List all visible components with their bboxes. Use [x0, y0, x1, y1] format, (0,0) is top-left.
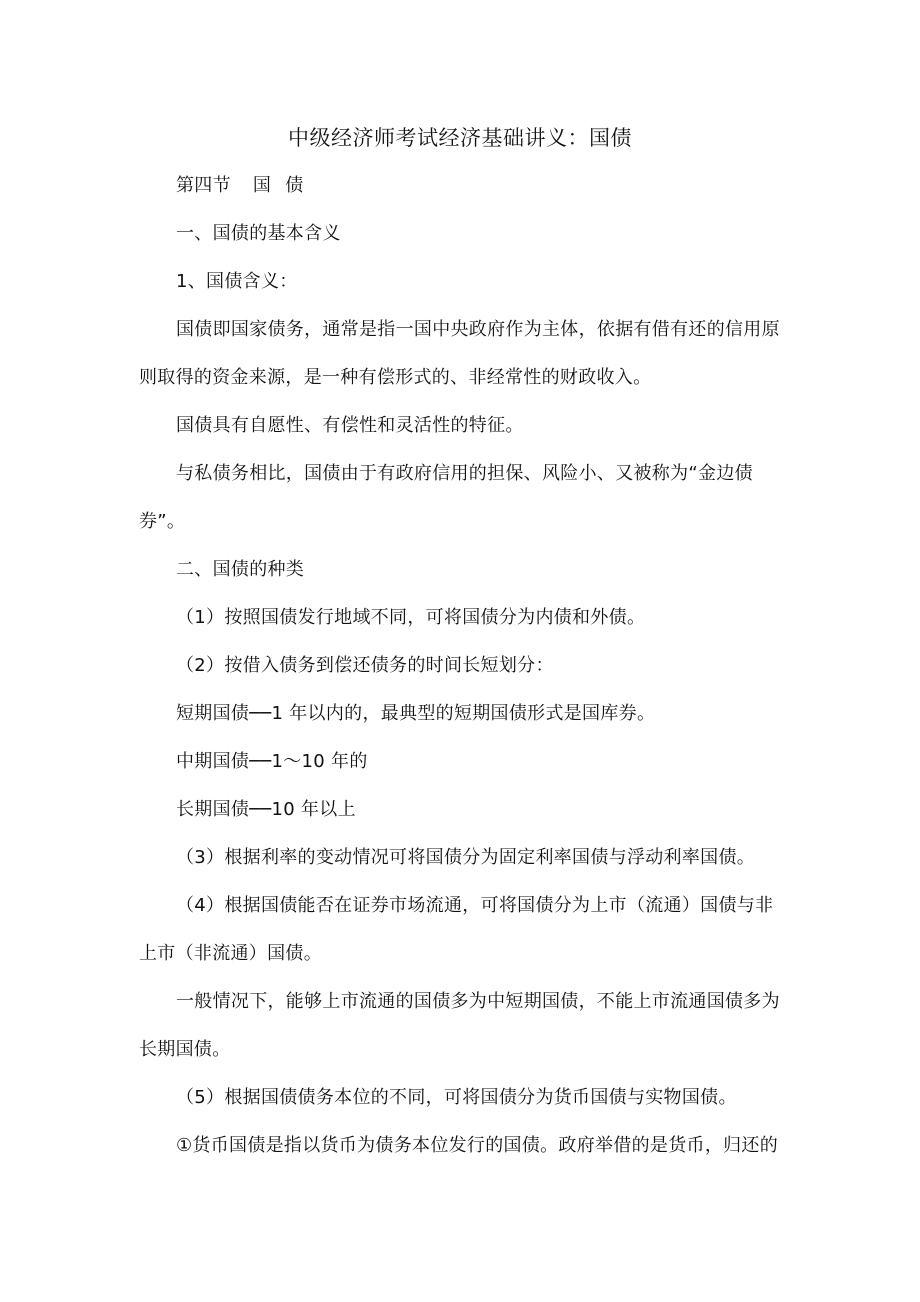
paragraph-line: 一般情况下，能够上市流通的国债多为中短期国债，不能上市流通国债多为: [176, 991, 780, 1012]
section-name-char-2: 债: [285, 175, 304, 196]
paragraph-line: 上市（非流通）国债。: [139, 943, 322, 964]
heading-basic-meaning: 一、国债的基本含义: [176, 223, 341, 244]
section-number: 第四节: [176, 175, 231, 196]
paragraph-line: ①货币国债是指以货币为债务本位发行的国债。政府举借的是货币，归还的: [176, 1135, 779, 1156]
paragraph-line: 券”。: [139, 511, 186, 532]
paragraph-line: 国债即国家债务，通常是指一国中央政府作为主体，依据有借有还的信用原: [176, 319, 780, 340]
section-heading: [176, 172, 304, 200]
list-item: 中期国债──1～10 年的: [176, 751, 368, 772]
paragraph-line: 与私债务相比，国债由于有政府信用的担保、风险小、又被称为“金边债: [176, 463, 753, 484]
list-item: （1）按照国债发行地域不同，可将国债分为内债和外债。: [176, 607, 646, 628]
paragraph-line: 长期国债。: [139, 1039, 231, 1060]
list-item: 短期国债──1 年以内的，最典型的短期国债形式是国库券。: [176, 703, 656, 724]
paragraph-line: 国债具有自愿性、有偿性和灵活性的特征。: [176, 415, 524, 436]
list-item: （3）根据利率的变动情况可将国债分为固定利率国债与浮动利率国债。: [176, 847, 756, 868]
document-title: 中级经济师考试经济基础讲义：国债: [288, 126, 632, 150]
list-item: （4）根据国债能否在证券市场流通，可将国债分为上市（流通）国债与非: [176, 895, 774, 916]
list-item: （5）根据国债债务本位的不同，可将国债分为货币国债与实物国债。: [176, 1087, 737, 1108]
paragraph-line: 则取得的资金来源，是一种有偿形式的、非经常性的财政收入。: [139, 367, 652, 388]
list-item: 长期国债──10 年以上: [176, 799, 356, 820]
list-item: （2）按借入债务到偿还债务的时间长短划分：: [176, 655, 554, 676]
heading-types: 二、国债的种类: [176, 559, 305, 580]
section-name-char-1: 国: [252, 175, 272, 196]
subheading-definition: 1、国债含义：: [176, 271, 298, 292]
